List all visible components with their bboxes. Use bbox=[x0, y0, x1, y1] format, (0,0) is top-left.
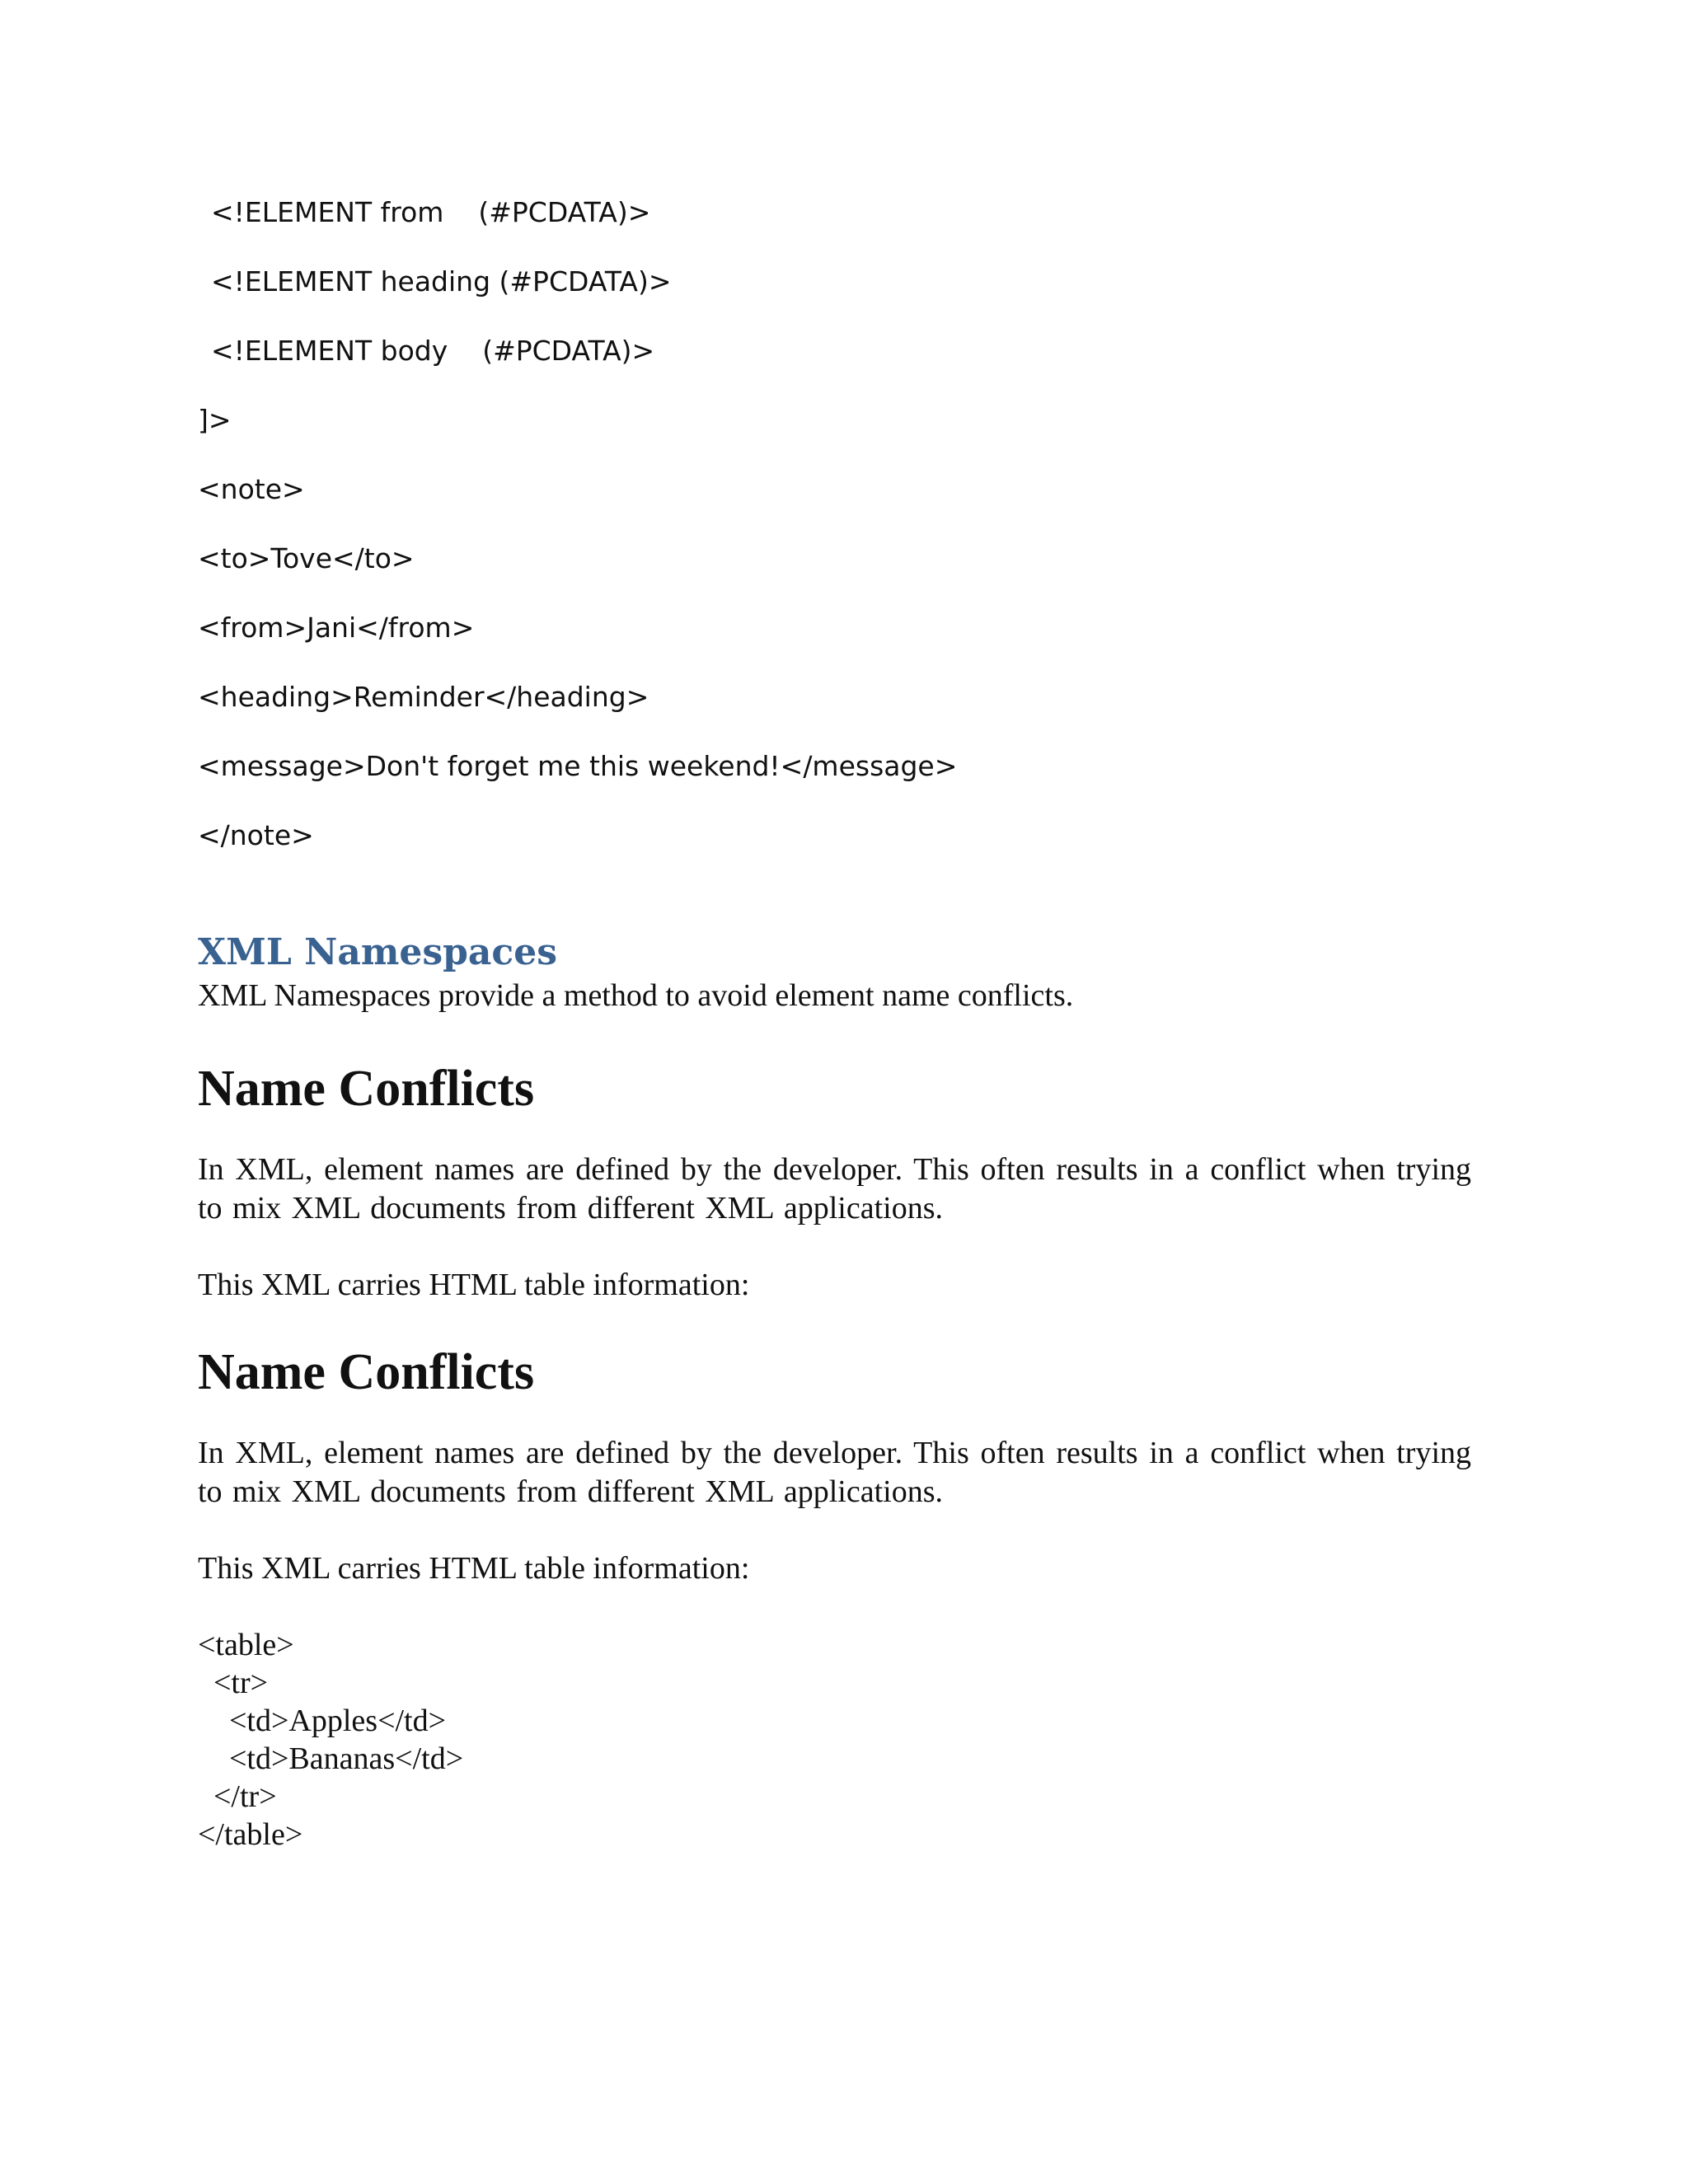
section-intro: XML Namespaces provide a method to avoid element name conflicts. bbox=[198, 978, 1074, 1013]
table-code-block bbox=[198, 1626, 463, 1854]
paragraph-name-conflicts-2: In XML, element names are defined by the developer. This often results in a conflict when trying to mix XML documents from different XML applications. bbox=[198, 1436, 1471, 1509]
code-line: <tr> bbox=[198, 1666, 269, 1700]
heading-name-conflicts-1: Name Conflicts bbox=[198, 1061, 535, 1117]
code-line: </table> bbox=[198, 1817, 303, 1852]
xml-to: <to>Tove</to> bbox=[198, 542, 415, 574]
xml-message: <message>Don't forget me this weekend!</message> bbox=[198, 750, 958, 782]
xml-heading: <heading>Reminder</heading> bbox=[198, 681, 649, 713]
code-line: <td>Bananas</td> bbox=[198, 1741, 464, 1776]
note-table-info-2: This XML carries HTML table information: bbox=[198, 1551, 750, 1586]
xml-from: <from>Jani</from> bbox=[198, 612, 475, 644]
code-line: </tr> bbox=[198, 1779, 277, 1814]
paragraph-name-conflicts-1: In XML, element names are defined by the developer. This often results in a conflict when trying to mix XML documents from different XML applications. bbox=[198, 1152, 1471, 1226]
xml-note-open: <note> bbox=[198, 473, 305, 505]
heading-name-conflicts-2: Name Conflicts bbox=[198, 1344, 535, 1400]
dtd-line-body: <!ELEMENT body (#PCDATA)> bbox=[211, 335, 655, 367]
xml-note-close: </note> bbox=[198, 819, 314, 851]
code-line: <td>Apples</td> bbox=[198, 1704, 447, 1738]
dtd-close: ]> bbox=[198, 404, 232, 436]
note-table-info-1: This XML carries HTML table information: bbox=[198, 1268, 750, 1302]
section-title: XML Namespaces bbox=[198, 931, 557, 973]
dtd-line-heading: <!ELEMENT heading (#PCDATA)> bbox=[211, 265, 672, 298]
code-line: <table> bbox=[198, 1628, 294, 1662]
dtd-line-from: <!ELEMENT from (#PCDATA)> bbox=[211, 196, 651, 228]
